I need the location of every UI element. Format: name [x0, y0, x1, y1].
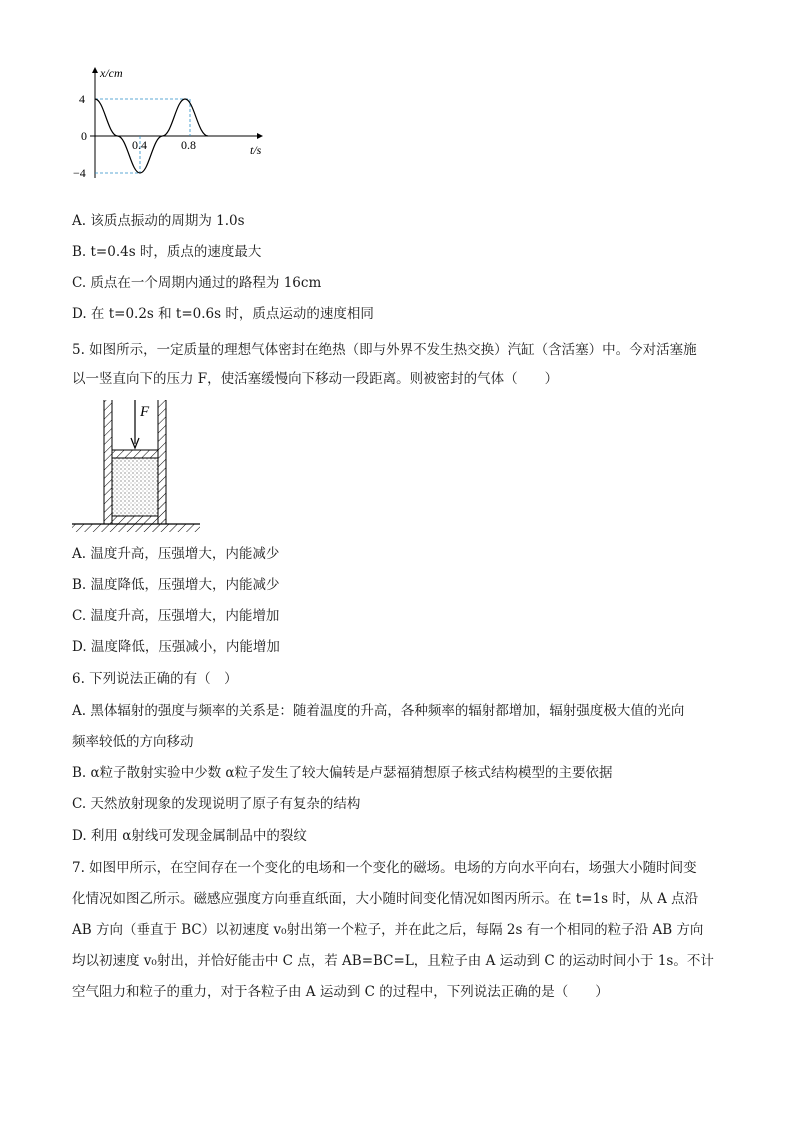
cylinder-bottom [112, 516, 158, 524]
ground-hatch [72, 524, 200, 532]
q6-option-b: B. α粒子散射实验中少数 α粒子发生了较大偏转是卢瑟福猜想原子核式结构模型的主要依据 [72, 765, 613, 781]
piston-cylinder-figure [72, 400, 207, 540]
q5-option-a: A. 温度升高，压强增大，内能减少 [72, 546, 280, 562]
q7-stem-line4: 均以初速度 v₀射出，并恰好能击中 C 点，若 AB=BC=L，且粒子由 A 运动到 C 的运动时间小于 1s。不计 [72, 953, 714, 969]
q7-stem-line3: AB 方向（垂直于 BC）以初速度 v₀射出第一个粒子，并在此之后，每隔 2s 有一个相同的粒子沿 AB 方向 [72, 922, 704, 938]
q4-option-c: C. 质点在一个周期内通过的路程为 16cm [72, 275, 322, 291]
q4-option-b: B. t=0.4s 时，质点的速度最大 [72, 244, 262, 260]
q5-stem-line2: 以一竖直向下的压力 F，使活塞缓慢向下移动一段距离。则被密封的气体（ ） [72, 371, 559, 387]
q6-option-a-line1: A. 黑体辐射的强度与频率的关系是：随着温度的升高，各种频率的辐射都增加，辐射强度极大值的光向 [72, 703, 685, 719]
oscillation-graph [72, 60, 282, 194]
q5-option-d: D. 温度降低，压强减小，内能增加 [72, 639, 280, 655]
cylinder-left-wall [104, 400, 112, 524]
tick-0-4: 0.4 [132, 138, 147, 152]
tick-zero: 0 [81, 129, 87, 143]
q7-stem-line5: 空气阻力和粒子的重力，对于各粒子由 A 运动到 C 的过程中，下列说法正确的是（ ） [72, 984, 609, 1000]
q4-option-d: D. 在 t=0.2s 和 t=0.6s 时，质点运动的速度相同 [72, 306, 374, 322]
q5-option-b: B. 温度降低，压强增大，内能减少 [72, 577, 280, 593]
q6-stem: 6. 下列说法正确的有（ ） [72, 671, 238, 687]
gas-region [112, 458, 158, 516]
tick-0-8: 0.8 [181, 138, 196, 152]
force-label: F [140, 404, 150, 420]
x-axis-label: t/s [250, 143, 262, 157]
q6-option-c: C. 天然放射现象的发现说明了原子有复杂的结构 [72, 796, 361, 812]
q6-option-d: D. 利用 α射线可发现金属制品中的裂纹 [72, 828, 307, 844]
q6-option-a-line2: 频率较低的方向移动 [72, 734, 194, 750]
q5-option-c: C. 温度升高，压强增大，内能增加 [72, 608, 280, 624]
y-axis-label: x/cm [100, 66, 123, 80]
cylinder-right-wall [158, 400, 166, 524]
tick-neg-4: −4 [73, 166, 86, 180]
q7-stem-line1: 7. 如图甲所示，在空间存在一个变化的电场和一个变化的磁场。电场的方向水平向右，场强大小随时间变 [72, 860, 697, 876]
x-t-graph-svg [72, 60, 282, 190]
tick-pos-4: 4 [79, 92, 85, 106]
q4-option-a: A. 该质点振动的周期为 1.0s [72, 213, 245, 229]
q5-stem-line1: 5. 如图所示，一定质量的理想气体密封在绝热（即与外界不发生热交换）汽缸（含活塞）中。今对活塞施 [72, 342, 697, 358]
piston-svg [72, 400, 207, 536]
q7-stem-line2: 化情况如图乙所示。磁感应强度方向垂直纸面，大小随时间变化情况如图丙所示。在 t=1s 时，从 A 点沿 [72, 891, 699, 907]
piston [112, 450, 158, 458]
